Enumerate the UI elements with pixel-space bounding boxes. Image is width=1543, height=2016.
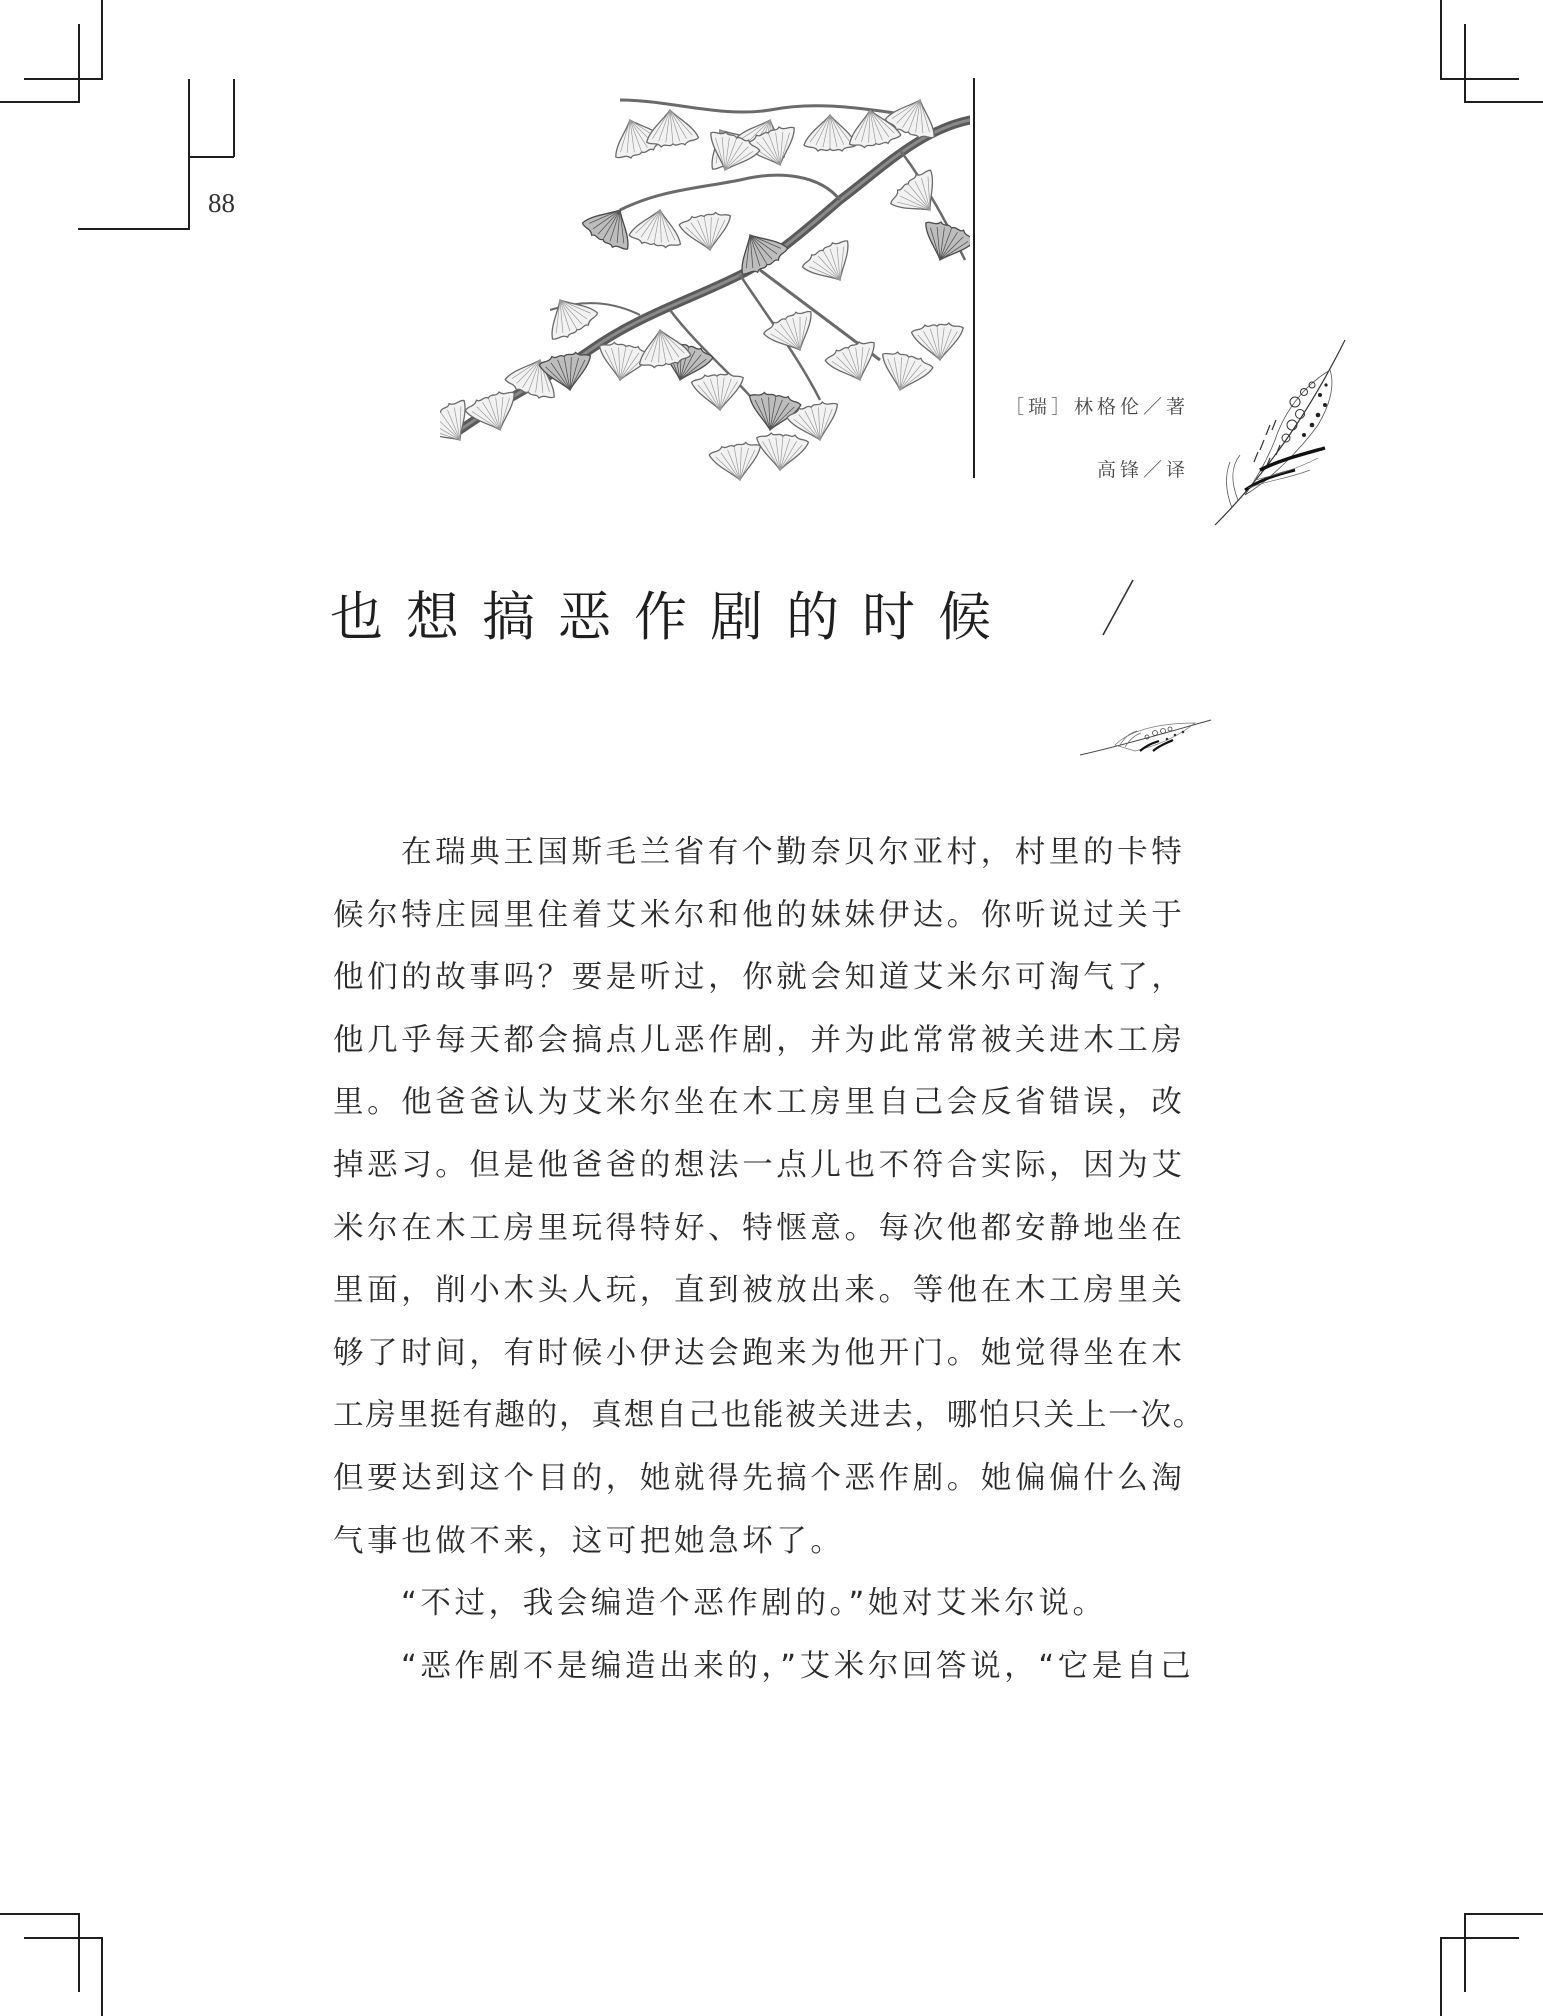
dialogue-line: “恶作剧不是编造出来的，”艾米尔回答说，“它是自己 xyxy=(401,1648,1195,1684)
title-slash-mark xyxy=(1100,578,1136,638)
body-line: 气事也做不来，这可把她急坏了。 xyxy=(333,1523,845,1559)
body-line: 掉恶习。但是他爸爸的想法一点儿也不符合实际，因为艾 xyxy=(333,1147,1186,1183)
author-byline: ［瑞］林格伦／著 xyxy=(1004,396,1189,418)
body-line: 候尔特庄园里住着艾米尔和他的妹妹伊达。你听说过关于 xyxy=(333,897,1186,933)
body-line: 够了时间，有时候小伊达会跑来为他开门。她觉得坐在木 xyxy=(333,1335,1186,1371)
body-line: 米尔在木工房里玩得特好、特惬意。每次他都安静地坐在 xyxy=(333,1210,1186,1246)
feather-icon-small xyxy=(1075,715,1215,765)
ginkgo-branch-illustration xyxy=(440,60,970,500)
article-body xyxy=(333,822,1206,1698)
article-title: 也想搞恶作剧的时候 xyxy=(330,587,1014,648)
translator-byline: 高锋／译 xyxy=(1096,459,1189,481)
body-line: 他几乎每天都会搞点儿恶作剧，并为此常常被关进木工房 xyxy=(333,1022,1186,1058)
body-line: 但要达到这个目的，她就得先搞个恶作剧。她偏偏什么淘 xyxy=(333,1460,1186,1496)
dialogue-line: “不过，我会编造个恶作剧的。”她对艾米尔说。 xyxy=(401,1586,1107,1622)
body-line: 工房里挺有趣的，真想自己也能被关进去，哪怕只关上一次。 xyxy=(333,1398,1206,1434)
body-line: 里面，削小木头人玩，直到被放出来。等他在木工房里关 xyxy=(333,1273,1186,1309)
page-number: 88 xyxy=(208,188,235,218)
header-divider xyxy=(973,78,975,478)
feather-icon-large xyxy=(1200,330,1360,530)
body-line: 在瑞典王国斯毛兰省有个勤奈贝尔亚村，村里的卡特 xyxy=(401,835,1186,870)
body-line: 他们的故事吗？要是听过，你就会知道艾米尔可淘气了， xyxy=(333,960,1186,996)
body-line: 里。他爸爸认为艾米尔坐在木工房里自己会反省错误，改 xyxy=(333,1085,1186,1121)
